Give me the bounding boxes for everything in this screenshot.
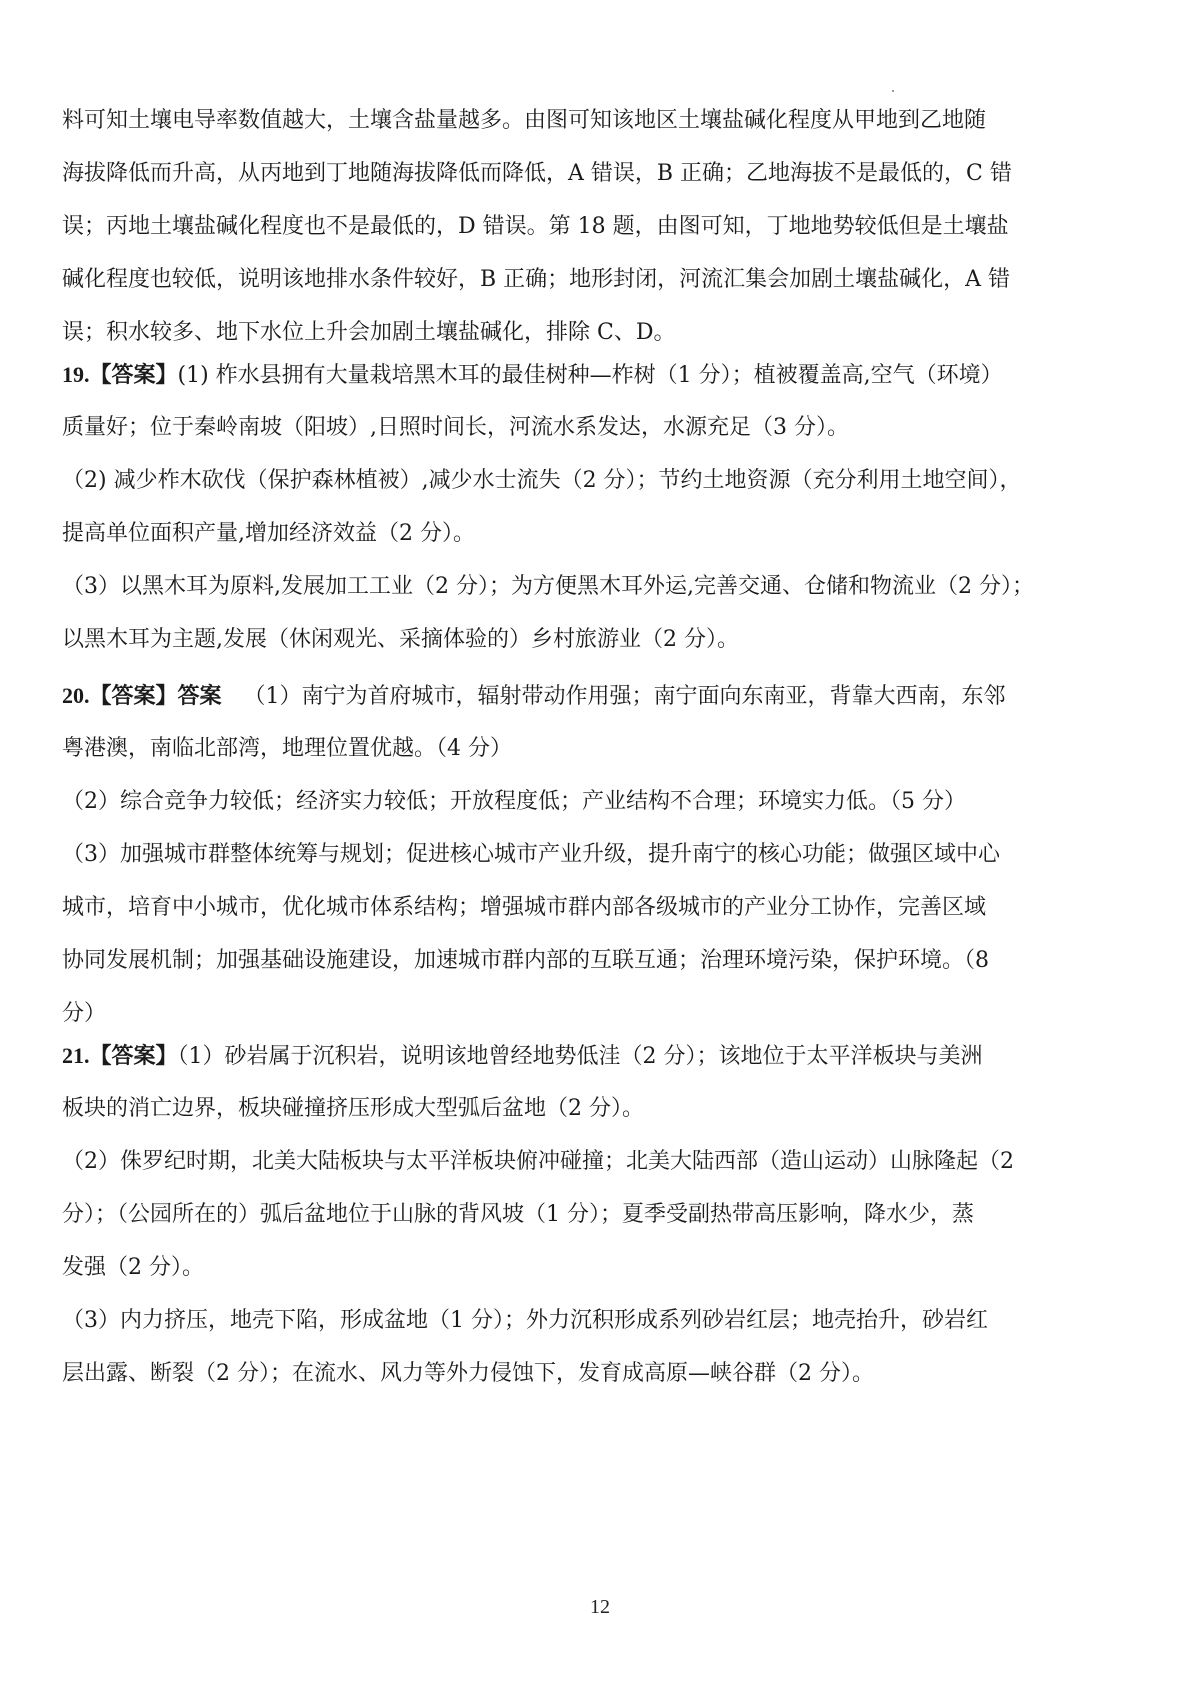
text-line: 板块的消亡边界，板块碰撞挤压形成大型弧后盆地（2 分）。	[62, 1096, 644, 1121]
text-line: 料可知土壤电导率数值越大，土壤含盐量越多。由图可知该地区土壤盐碱化程度从甲地到乙地随	[62, 108, 987, 133]
text-line: （3）以黑木耳为原料,发展加工工业（2 分）；为方便黑木耳外运,完善交通、仓储和物流业（2 分）；	[62, 574, 1034, 599]
answer-tag: 【答案】	[89, 1043, 178, 1069]
text-line: 层出露、断裂（2 分）；在流水、风力等外力侵蚀下，发育成高原—峡谷群（2 分）。	[62, 1361, 874, 1386]
q18-continuation	[62, 105, 1112, 349]
text-line: （3）内力挤压，地壳下陷，形成盆地（1 分）；外力沉积形成系列砂岩红层；地壳抬升，砂岩红	[62, 1308, 988, 1333]
text-line: 以黑木耳为主题,发展（休闲观光、采摘体验的）乡村旅游业（2 分）。	[62, 627, 739, 652]
text-line: 碱化程度也较低，说明该地排水条件较好，B 正确；地形封闭，河流汇集会加剧土壤盐碱化，A 错	[62, 267, 1011, 292]
text-line	[62, 680, 1112, 712]
question-20-answer	[62, 680, 1112, 1030]
text-line: 误；丙地土壤盐碱化程度也不是最低的，D 错误。第 18 题，由图可知，丁地地势较低但是土壤盐	[62, 214, 1009, 239]
answer-text: （1）南宁为首府城市，辐射带动作用强；南宁面向东南亚，背靠大西南，东邻	[243, 684, 1006, 709]
question-number: 21.	[62, 1043, 90, 1068]
text-line: （3）加强城市群整体统筹与规划；促进核心城市产业升级，提升南宁的核心功能；做强区域中心	[62, 842, 1001, 867]
page-number: 12	[590, 1596, 610, 1618]
text-line: 协同发展机制；加强基础设施建设，加速城市群内部的互联互通；治理环境污染，保护环境。（8	[62, 948, 990, 973]
text-line: 提高单位面积产量,增加经济效益（2 分）。	[62, 521, 475, 546]
text-line: 分）；（公园所在的）弧后盆地位于山脉的背风坡（1 分）；夏季受副热带高压影响，降水少，蒸	[62, 1202, 974, 1227]
question-number: 20.	[62, 683, 90, 708]
scan-speck	[892, 90, 894, 92]
text-line	[62, 359, 1112, 391]
text-line: 质量好；位于秦岭南坡（阳坡）,日照时间长，河流水系发达，水源充足（3 分）。	[62, 415, 849, 440]
answer-tag: 【答案】	[89, 362, 178, 388]
text-line: 粤港澳，南临北部湾，地理位置优越。（4 分）	[62, 736, 512, 761]
answer-text: （1）砂岩属于沉积岩，说明该地曾经地势低洼（2 分）；该地位于太平洋板块与美洲	[177, 1044, 983, 1069]
question-19-answer	[62, 359, 1112, 656]
answer-text: (1) 柞水县拥有大量栽培黑木耳的最佳树种—柞树（1 分）；植被覆盖高,空气（环境）	[177, 363, 1003, 388]
text-line: （2) 减少柞木砍伐（保护森林植被）,减少水士流失（2 分）；节约土地资源（充分利用土地空间），	[62, 468, 1022, 493]
text-line: （2）综合竞争力较低；经济实力较低；开放程度低；产业结构不合理；环境实力低。（5 分）	[62, 789, 966, 814]
text-line: 误；积水较多、地下水位上升会加剧土壤盐碱化，排除 C、D。	[62, 320, 676, 345]
text-line: 海拔降低而升高，从丙地到丁地随海拔降低而降低，A 错误，B 正确；乙地海拔不是最低的，C 错	[62, 161, 1012, 186]
text-line: 发强（2 分）。	[62, 1255, 204, 1280]
text-line: （2）侏罗纪时期，北美大陆板块与太平洋板块俯冲碰撞；北美大陆西部（造山运动）山脉隆起（2	[62, 1149, 1014, 1174]
answer-tag: 【答案】答案	[89, 683, 222, 709]
text-line: 城市，培育中小城市，优化城市体系结构；增强城市群内部各级城市的产业分工协作，完善区域	[62, 895, 987, 920]
text-line: 分）	[62, 1001, 107, 1026]
question-number: 19.	[62, 362, 90, 387]
answer-content	[62, 105, 1112, 1390]
text-line	[62, 1040, 1112, 1072]
question-21-answer	[62, 1040, 1112, 1390]
